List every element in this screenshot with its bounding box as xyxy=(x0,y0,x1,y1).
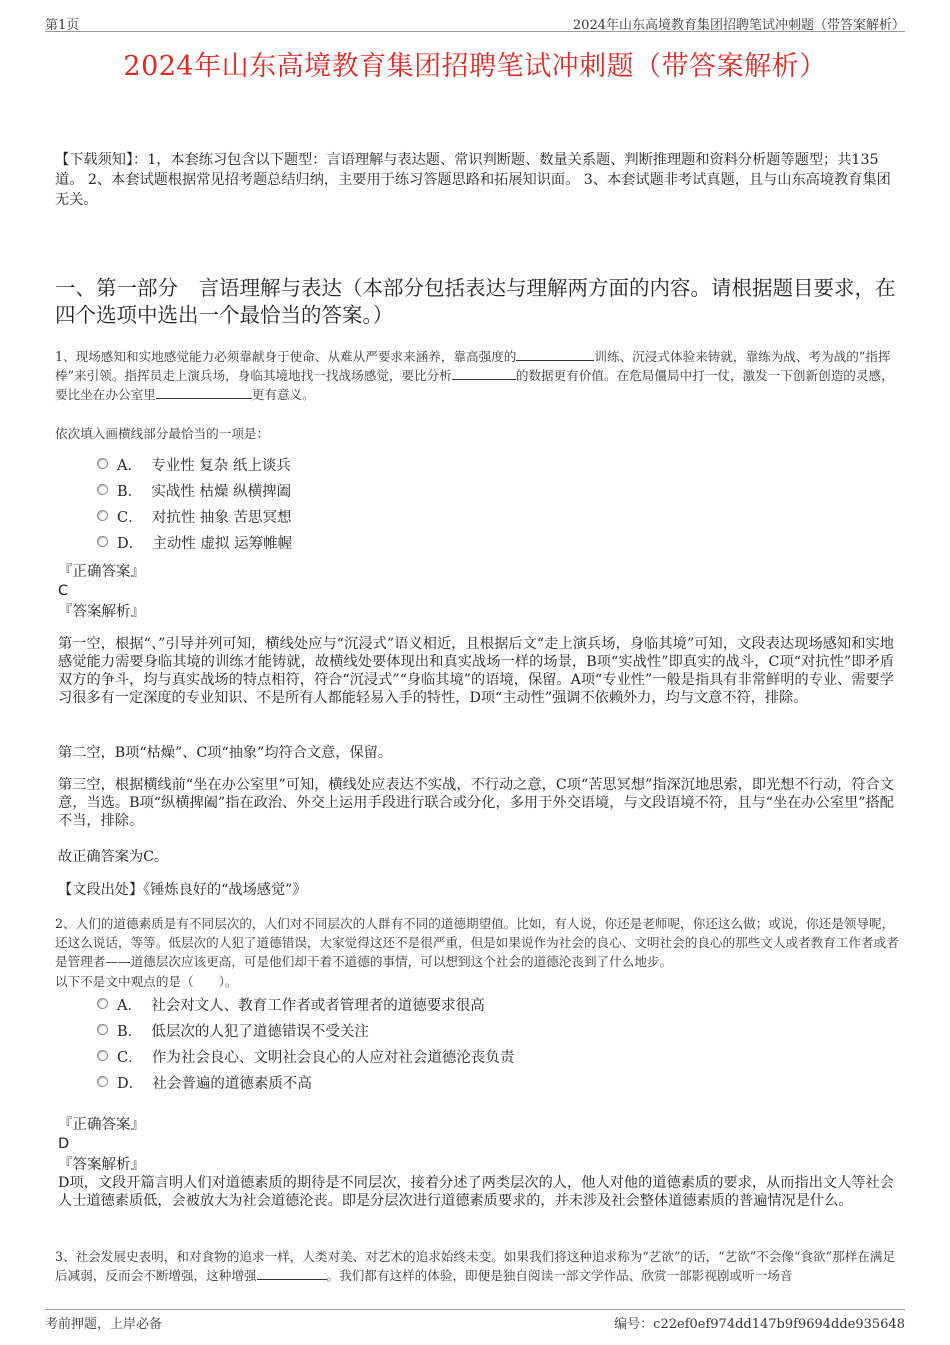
blank-2 xyxy=(452,367,516,380)
document-id: 编号：c22ef0ef974dd147b9f9694dde935648 xyxy=(614,1317,905,1332)
radio-icon[interactable] xyxy=(97,1024,108,1035)
answer-value: D xyxy=(58,1136,70,1152)
question-2-option-a[interactable]: A． 社会对文人、教育工作者或者管理者的道德要求很高 xyxy=(97,996,485,1016)
blank-3 xyxy=(156,386,252,399)
radio-icon[interactable] xyxy=(97,1050,108,1061)
analysis-paragraph: D项，文段开篇言明人们对道德素质的期待是不同层次，接着分述了两类层次的人，他人对他的道德素质的要求，从而指出文人等社会人士道德素质低，会被放大为社会道德沦丧。即是分层次进行道德素质要求的，并未涉及社会整体道德素质的普遍情况是什么。 xyxy=(58,1175,894,1209)
radio-icon[interactable] xyxy=(97,998,108,1009)
answer-heading: 『正确答案』 xyxy=(58,1117,145,1133)
question-1-option-a[interactable]: A． 专业性 复杂 纸上谈兵 xyxy=(97,456,291,476)
analysis-paragraph-1: 第一空，根据“、”引导并列可知，横线处应与“沉浸式”语义相近，且根据后文“走上演兵场，身临其境”可知，文段表达现场感知和实地感觉能力需要身临其境的训练才能铸就，故横线处要体现出和真实战场一样的场景，B项“实战性”即真实的战斗，C项“对抗性”即矛盾双方的争斗，均与真实战场的特点相符，符合“沉浸式”“身临其境”的语境，保留。A项“专业性”一般是指具有非常鲜明的专业、需要学习很多有一定深度的专业知识、不是所有人都能轻易入手的特性，D项“主动性”强调不依赖外力，均与文意不符，排除。 xyxy=(58,636,894,706)
question-2-option-c[interactable]: C． 作为社会良心、文明社会良心的人应对社会道德沦丧负责 xyxy=(97,1048,514,1068)
analysis-heading: 『答案解析』 xyxy=(58,604,145,620)
download-notice: 【下载须知】：1，本套练习包含以下题型：言语理解与表达题、常识判断题、数量关系题、判断推理题和资料分析题等题型；共135道。 2、本套试题根据常见招考题总结归纳，主要用于练习答题思路和拓展知识面。 3、本套试题非考试真题，且与山东高境教育集团无关。 xyxy=(55,152,891,208)
question-2-prompt: 以下不是文中观点的是（ ）。 xyxy=(55,974,238,989)
document-title: 2024年山东高境教育集团招聘笔试冲刺题（带答案解析） xyxy=(123,51,827,82)
source-citation: 【文段出处】《锤炼良好的“战场感觉”》 xyxy=(58,882,307,898)
answer-heading: 『正确答案』 xyxy=(58,564,145,580)
question-1-text: 1、现场感知和实地感觉能力必须靠献身于使命、从难从严要求来涵养，靠高强度的 训练、沉浸式体验来铸就，靠练为战、考为战的“指挥棒”来引领。指挥员走上演兵场，身临其境地找一找战场感觉，要比分析 的数据更有价值。在危局僵局中打一仗，激发一下创新创造的灵感，要比坐在办公室里 更有意义。 xyxy=(55,349,894,402)
blank-1 xyxy=(516,348,594,361)
analysis-conclusion: 故正确答案为C。 xyxy=(58,849,169,865)
radio-icon[interactable] xyxy=(97,458,108,469)
radio-icon[interactable] xyxy=(97,1076,108,1087)
radio-icon[interactable] xyxy=(97,536,108,547)
page-number: 第1页 xyxy=(45,18,80,33)
analysis-paragraph-3: 第三空，根据横线前“坐在办公室里”可知，横线处应表达不实战，不行动之意，C项“苦思冥想”指深沉地思索，即光想不行动，符合文意，当选。B项“纵横捭阖”指在政治、外交上运用手段进行联合或分化，多用于外交语境，与文段语境不符，且与“坐在办公室里”搭配不当，排除。 xyxy=(58,777,894,829)
section-heading: 一、第一部分 言语理解与表达（本部分包括表达与理解两方面的内容。请根据题目要求，在四个选项中选出一个最恰当的答案。） xyxy=(55,276,896,327)
radio-icon[interactable] xyxy=(97,484,108,495)
footer-slogan: 考前押题，上岸必备 xyxy=(45,1317,163,1332)
question-1-option-c[interactable]: C． 对抗性 抽象 苦思冥想 xyxy=(97,508,292,528)
question-2-option-d[interactable]: D． 社会普遍的道德素质不高 xyxy=(97,1074,312,1094)
header-divider xyxy=(45,31,905,32)
question-2-text: 2、人们的道德素质是有不同层次的，人们对不同层次的人群有不同的道德期望值。比如，有人说，你还是老师呢，你还这么做；或说，你还是领导呢，还这么说话，等等。低层次的人犯了道德错误，大家觉得这还不是很严重，但是如果说作为社会的良心、文明社会的良心的那些文人或者教育工作者或者是管理者——道德层次应该更高，可是他们却干着不道德的事情，可以想到这个社会的道德沦丧到了什么地步。 xyxy=(55,916,899,969)
question-1-prompt: 依次填入画横线部分最恰当的一项是： xyxy=(55,426,270,441)
analysis-paragraph-2: 第二空，B项“枯燥”、C项“抽象”均符合文意，保留。 xyxy=(58,745,393,761)
radio-icon[interactable] xyxy=(97,510,108,521)
blank-1 xyxy=(257,1267,327,1280)
analysis-heading: 『答案解析』 xyxy=(58,1157,145,1173)
question-1-option-d[interactable]: D． 主动性 虚拟 运筹帷幄 xyxy=(97,534,292,554)
question-1-option-b[interactable]: B． 实战性 枯燥 纵横捭阖 xyxy=(97,482,291,502)
question-2-option-b[interactable]: B． 低层次的人犯了道德错误不受关注 xyxy=(97,1022,369,1042)
running-header-title: 2024年山东高境教育集团招聘笔试冲刺题（带答案解析） xyxy=(572,18,905,33)
question-3-text: 3、社会发展史表明，和对食物的追求一样，人类对美、对艺术的追求始终未变。如果我们将这种追求称为“艺欲”的话，“艺欲”不会像“食欲”那样在满足后减弱，反而会不断增强，这种增强 。我们都有这样的体验，即便是独自阅读一部文学作品、欣赏一部影视剧或听一场音 xyxy=(55,1249,896,1283)
footer-divider xyxy=(45,1309,905,1310)
answer-value: C xyxy=(58,583,69,599)
